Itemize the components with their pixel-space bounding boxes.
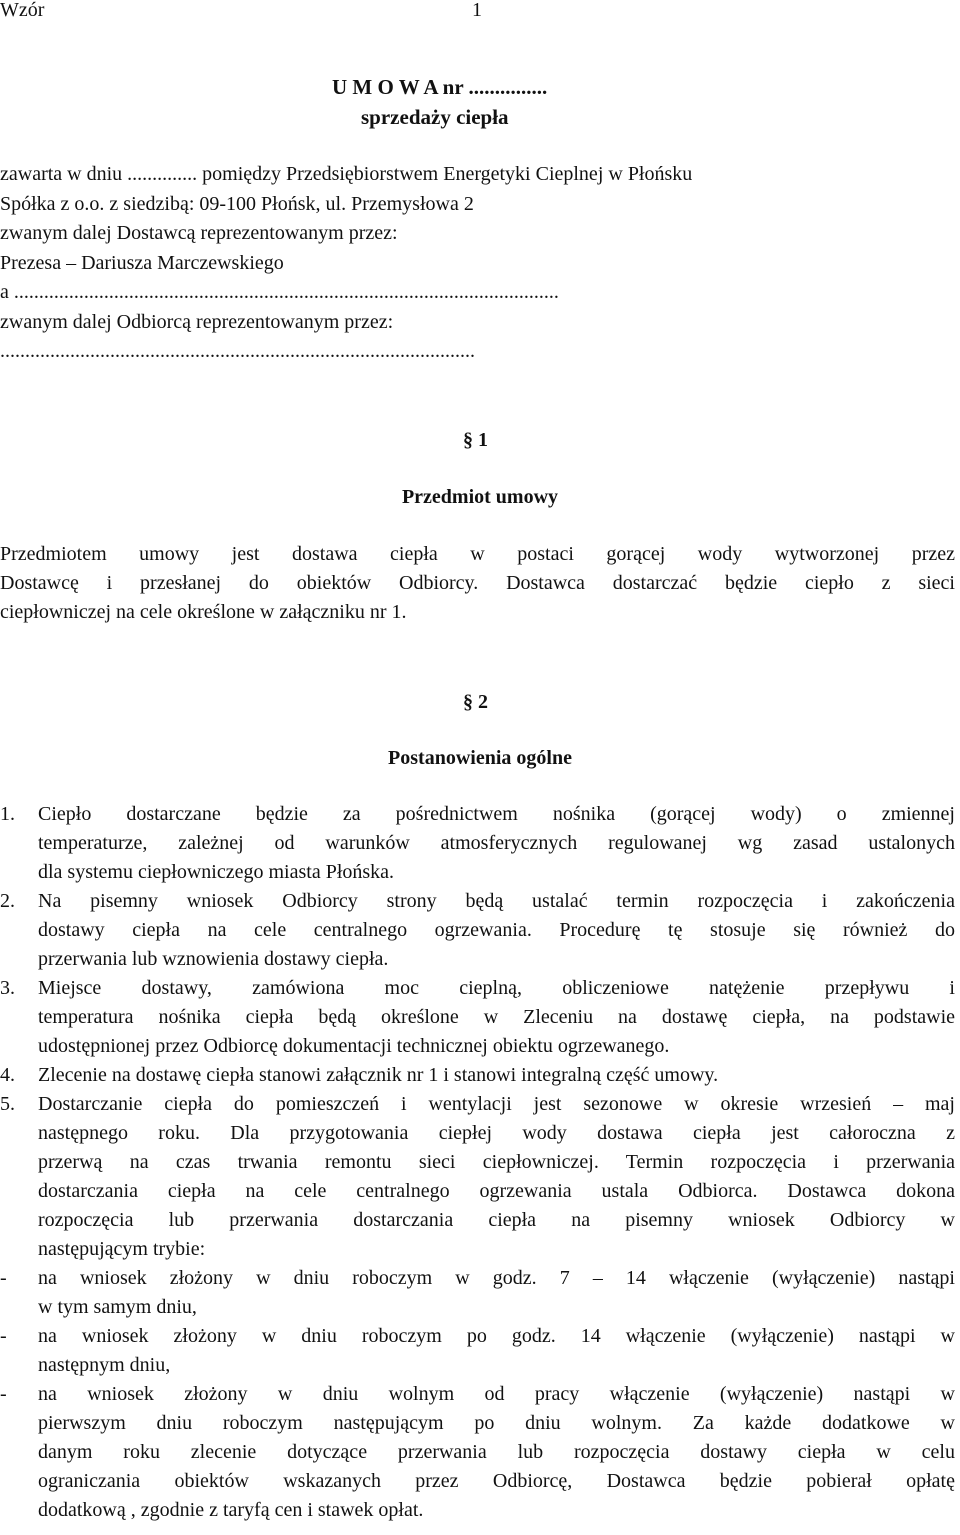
dash-line: w tym samym dniu, bbox=[38, 1296, 197, 1318]
item-number: 5. bbox=[0, 1093, 15, 1115]
paragraph-line: Przedmiotem umowy jest dostawa ciepła w postaci gorącej wody wytworzonej przez bbox=[0, 543, 955, 565]
dash-line: pierwszym dniu roboczym następującym po dniu wolnym. Za każde dodatkowe w bbox=[38, 1412, 955, 1434]
item-line: dostarczania ciepła na cele centralnego ogrzewania ustala Odbiorca. Dostawca dokona bbox=[38, 1180, 955, 1202]
parties-line: a ............................................................................................................. bbox=[0, 281, 559, 303]
item-line: dla systemu ciepłowniczego miasta Płońska. bbox=[38, 861, 395, 883]
dash-line: na wniosek złożony w dniu wolnym od pracy włączenie (wyłączenie) nastąpi w bbox=[38, 1383, 955, 1405]
item-line: następnego roku. Dla przygotowania ciepłej wody dostawa ciepła jest całoroczna z bbox=[38, 1122, 955, 1144]
parties-line: zwanym dalej Dostawcą reprezentowanym przez: bbox=[0, 222, 398, 244]
dash-bullet: - bbox=[0, 1325, 7, 1347]
dash-list-item bbox=[0, 1380, 955, 1525]
list-item bbox=[0, 1061, 955, 1090]
item-line: dostawy ciepła na cele centralnego ogrzewania. Procedurę tę stosuje się również do bbox=[38, 919, 955, 941]
title-line-2: sprzedaży ciepła bbox=[361, 105, 509, 129]
item-line: udostępnionej przez Odbiorcę dokumentacji technicznej obiektu ogrzewanego. bbox=[38, 1035, 670, 1057]
item-number: 1. bbox=[0, 803, 15, 825]
list-item bbox=[0, 800, 955, 887]
section-2-heading: Postanowienia ogólne bbox=[388, 747, 572, 769]
section-1-sign: § 1 bbox=[463, 429, 488, 451]
item-line: Zlecenie na dostawę ciepła stanowi załącznik nr 1 i stanowi integralną część umowy. bbox=[38, 1064, 719, 1086]
dash-line: ograniczania obiektów wskazanych przez Odbiorcę, Dostawca będzie pobierał opłatę bbox=[38, 1470, 955, 1492]
parties-line: zwanym dalej Odbiorcą reprezentowanym przez: bbox=[0, 310, 394, 333]
item-line: temperatura nośnika ciepła będą określone w Zleceniu na dostawę ciepła, na podstawie bbox=[38, 1006, 955, 1028]
item-number: 2. bbox=[0, 890, 15, 912]
parties-block bbox=[0, 160, 960, 367]
parties-line: Spółka z o.o. z siedzibą: 09-100 Płońsk, ul. Przemysłowa 2 bbox=[0, 192, 474, 215]
item-line: Na pisemny wniosek Odbiorcy strony będą ustalać termin rozpoczęcia i zakończenia bbox=[38, 890, 955, 912]
paragraph-line: ciepłowniczej na cele określone w załączniku nr 1. bbox=[0, 601, 407, 623]
list-item bbox=[0, 974, 955, 1061]
dash-list-item bbox=[0, 1322, 955, 1380]
dash-list-item bbox=[0, 1264, 955, 1322]
item-line: przerwą na czas trwania remontu sieci ciepłowniczej. Termin rozpoczęcia i przerwania bbox=[38, 1151, 955, 1173]
title-line-1: U M O W A nr ............... bbox=[332, 75, 548, 99]
dash-line: danym roku zlecenie dotyczące przerwania lub rozpoczęcia dostawy ciepła w celu bbox=[38, 1441, 955, 1463]
dash-line: na wniosek złożony w dniu roboczym w godz. 7 – 14 włączenie (wyłączenie) nastąpi bbox=[38, 1267, 955, 1289]
section-1-paragraph bbox=[0, 540, 955, 627]
item-number: 4. bbox=[0, 1064, 15, 1086]
header-label: Wzór bbox=[0, 0, 45, 21]
section-2-list bbox=[0, 800, 960, 1525]
item-line: przerwania lub wznowienia dostawy ciepła. bbox=[38, 948, 389, 970]
dash-line: na wniosek złożony w dniu roboczym po godz. 14 włączenie (wyłączenie) nastąpi w bbox=[38, 1325, 955, 1347]
section-2-sign: § 2 bbox=[463, 691, 488, 713]
parties-line: ............................................................................................... bbox=[0, 340, 475, 362]
page-number: 1 bbox=[472, 0, 482, 21]
section-1-heading: Przedmiot umowy bbox=[401, 486, 559, 508]
item-number: 3. bbox=[0, 977, 15, 999]
paragraph-line: Dostawcę i przesłanej do obiektów Odbiorcy. Dostawca dostarczać będzie ciepło z sieci bbox=[0, 572, 955, 594]
dash-line: następnym dniu, bbox=[38, 1354, 171, 1376]
item-line: temperaturze, zależnej od warunków atmosferycznych regulowanej wg zasad ustalonych bbox=[38, 832, 955, 854]
item-line: rozpoczęcia lub przerwania dostarczania ciepła na pisemny wniosek Odbiorcy w bbox=[38, 1209, 955, 1231]
item-line: następującym trybie: bbox=[38, 1238, 206, 1260]
parties-line: zawarta w dniu .............. pomiędzy Przedsiębiorstwem Energetyki Cieplnej w Płońsku bbox=[0, 163, 693, 185]
dash-line: dodatkową , zgodnie z taryfą cen i stawek opłat. bbox=[38, 1499, 424, 1521]
dash-bullet: - bbox=[0, 1267, 7, 1289]
item-line: Ciepło dostarczane będzie za pośrednictwem nośnika (gorącej wody) o zmiennej bbox=[38, 803, 955, 825]
dash-bullet: - bbox=[0, 1383, 7, 1405]
parties-line: Prezesa – Dariusza Marczewskiego bbox=[0, 251, 284, 274]
item-line: Dostarczanie ciepła do pomieszczeń i wentylacji jest sezonowe w okresie wrzesień – maj bbox=[38, 1093, 955, 1115]
list-item bbox=[0, 887, 955, 974]
list-item bbox=[0, 1090, 955, 1264]
item-line: Miejsce dostawy, zamówiona moc cieplną, obliczeniowe natężenie przepływu i bbox=[38, 977, 955, 999]
